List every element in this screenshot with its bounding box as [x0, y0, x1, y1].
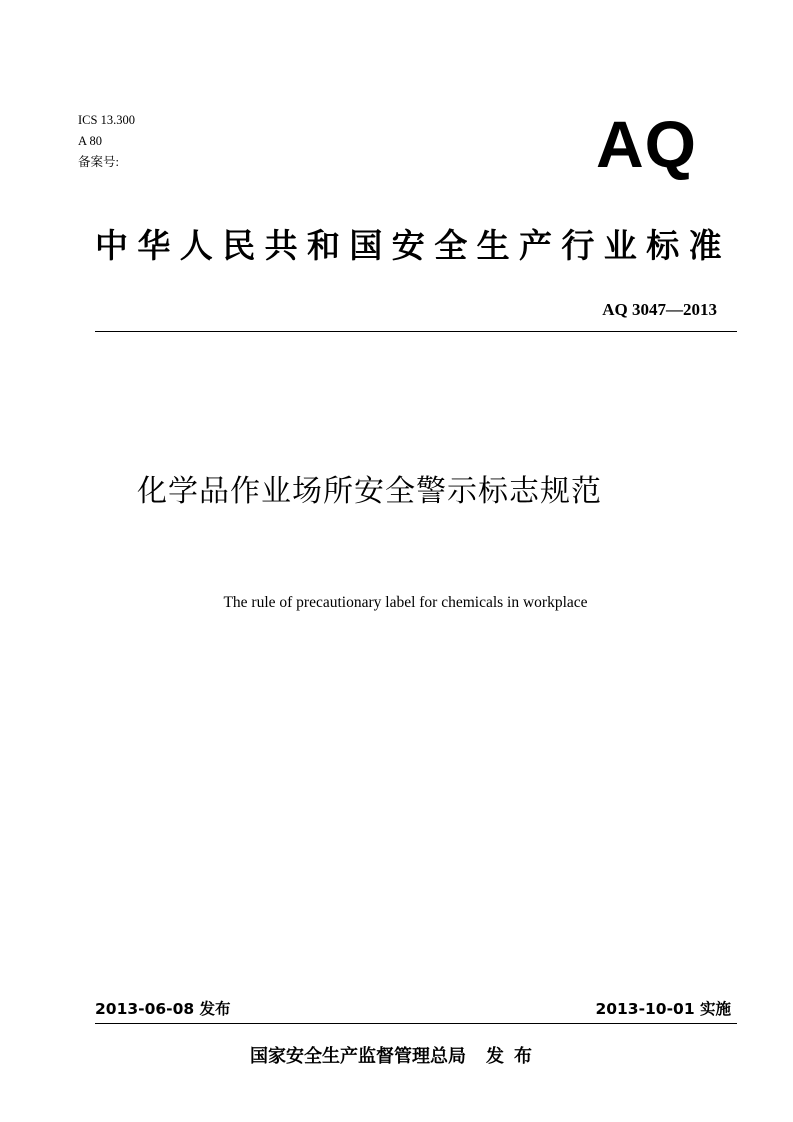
document-title-chinese: 化学品作业场所安全警示标志规范 — [137, 474, 602, 509]
issuing-authority — [250, 1043, 542, 1071]
top-divider — [95, 331, 737, 332]
issuer-name: 国家安全生产监督管理总局 — [250, 1046, 466, 1067]
standard-number: AQ 3047—2013 — [602, 300, 717, 319]
issuer-action: 发布 — [486, 1046, 542, 1067]
issue-date: 2013-06-08 发布 — [95, 1000, 231, 1018]
implementation-date: 2013-10-01 实施 — [595, 1000, 731, 1018]
bottom-divider — [95, 1023, 737, 1024]
document-title-english: The rule of precautionary label for chemicals in workplace — [223, 594, 588, 611]
ics-code: ICS 13.300 — [78, 113, 135, 127]
standard-category-heading: 中华人民共和国安全生产行业标准 — [95, 226, 731, 265]
ccs-code: A 80 — [78, 134, 102, 148]
record-number-label: 备案号: — [78, 155, 119, 169]
aq-logo: AQ — [596, 107, 697, 181]
